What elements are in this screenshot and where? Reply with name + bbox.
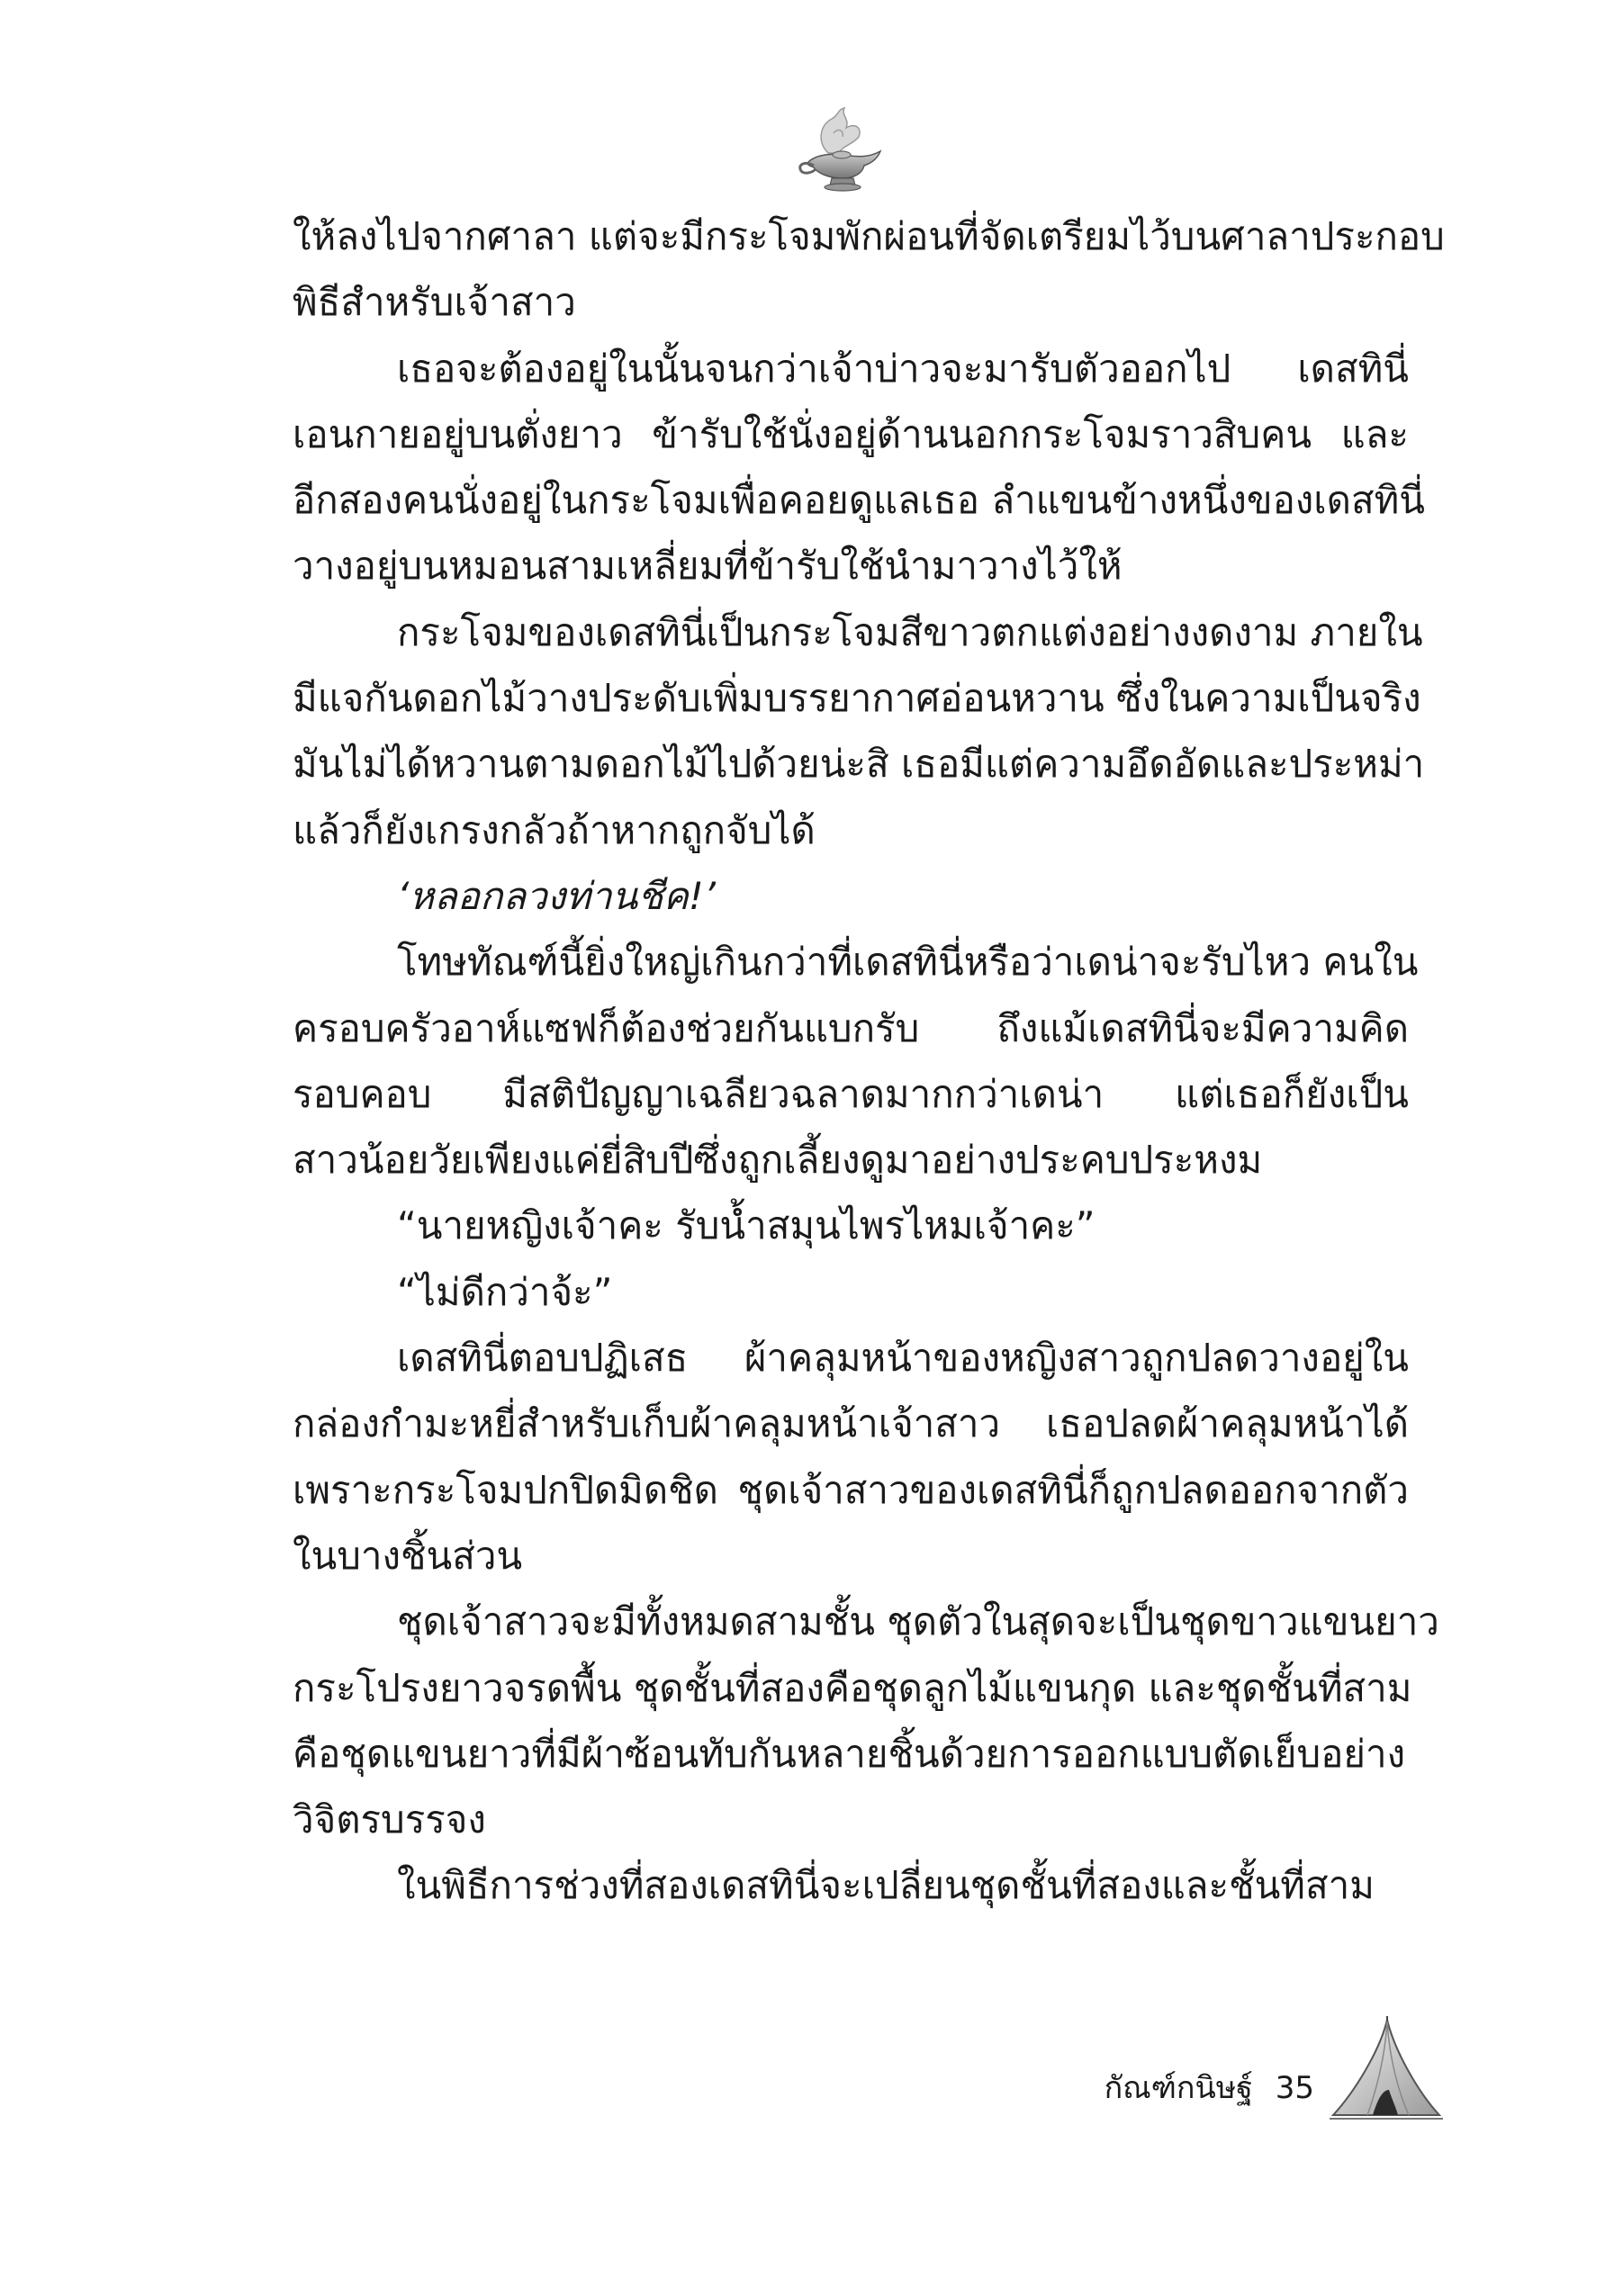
- text-line: แล้วก็ยังเกรงกลัวถ้าหากถูกจับได้: [293, 807, 816, 852]
- text-line: มันไม่ได้หวานตามดอกไม้ไปด้วยน่ะสิ เธอมีแต่ความอึดอัดและประหม่า: [293, 742, 1425, 787]
- text-line: มีแจกันดอกไม้วางประดับเพิ่มบรรยากาศอ่อนหวาน ซึ่งในความเป็นจริง: [293, 676, 1421, 721]
- text-line: ครอบครัวอาห์แซฟก็ต้องช่วยกันแบกรับ ถึงแม้เดสทินี่จะมีความคิด: [293, 1005, 1409, 1050]
- text-line: ‘หลอกลวงท่านชีค!’: [397, 873, 717, 918]
- text-line: วิจิตรบรรจง: [293, 1797, 486, 1842]
- text-line: รอบคอบ มีสติปัญญาเฉลียวฉลาดมากกว่าเดน่า แต่เธอก็ยังเป็น: [293, 1071, 1409, 1116]
- body-text: [293, 203, 1445, 1919]
- text-line: โทษทัณฑ์นี้ยิ่งใหญ่เกินกว่าที่เดสทินี่หรือว่าเดน่าจะรับไหว คนใน: [397, 940, 1419, 985]
- page-footer: [1071, 2068, 1314, 2108]
- text-line: เดสทินี่ตอบปฏิเสธ ผ้าคลุมหน้าของหญิงสาวถูกปลดวางอยู่ใน: [397, 1336, 1409, 1381]
- text-line: คือชุดแขนยาวที่มีผ้าซ้อนทับกันหลายชิ้นด้วยการออกแบบตัดเย็บอย่าง: [293, 1731, 1406, 1776]
- text-line: “ไม่ดีกว่าจ้ะ”: [397, 1269, 613, 1314]
- text-line: ชุดเจ้าสาวจะมีทั้งหมดสามชั้น ชุดตัวในสุดจะเป็นชุดขาวแขนยาว: [397, 1599, 1439, 1644]
- text-line: ในพิธีการช่วงที่สองเดสทินี่จะเปลี่ยนชุดชั้นที่สองและชั้นที่สาม: [397, 1863, 1375, 1908]
- text-line: สาวน้อยวัยเพียงแค่ยี่สิบปีซึ่งถูกเลี้ยงดูมาอย่างประคบประหงม: [293, 1138, 1263, 1183]
- text-line: พิธีสำหรับเจ้าสาว: [293, 280, 576, 325]
- text-line: กระโจมของเดสทินี่เป็นกระโจมสีขาวตกแต่งอย่างงดงาม ภายใน: [397, 609, 1423, 654]
- text-line: วางอยู่บนหมอนสามเหลี่ยมที่ข้ารับใช้นำมาวางไว้ให้: [293, 544, 1123, 589]
- text-line: เพราะกระโจมปกปิดมิดชิด ชุดเจ้าสาวของเดสทินี่ก็ถูกปลดออกจากตัว: [293, 1467, 1409, 1512]
- text-line: ให้ลงไปจากศาลา แต่จะมีกระโจมพักผ่อนที่จัดเตรียมไว้บนศาลาประกอบ: [293, 214, 1445, 258]
- text-line: อีกสองคนนั่งอยู่ในกระโจมเพื่อคอยดูแลเธอ ลำแขนข้างหนึ่งของเดสทินี่: [293, 478, 1425, 523]
- text-line: ในบางชิ้นส่วน: [293, 1533, 523, 1578]
- tent-icon: [1328, 2014, 1445, 2127]
- text-line: “นายหญิงเจ้าคะ รับน้ำสมุนไพรไหมเจ้าคะ”: [397, 1203, 1096, 1248]
- text-line: เอนกายอยู่บนตั่งยาว ข้ารับใช้นั่งอยู่ด้านนอกกระโจมราวสิบคน และ: [293, 411, 1409, 456]
- text-line: กล่องกำมะหยี่สำหรับเก็บผ้าคลุมหน้าเจ้าสาว เธอปลดผ้าคลุมหน้าได้: [293, 1401, 1409, 1446]
- page-number: 35: [1275, 2070, 1314, 2106]
- text-line: เธอจะต้องอยู่ในนั้นจนกว่าเจ้าบ่าวจะมารับตัวออกไป เดสทินี่: [397, 346, 1409, 391]
- text-line: กระโปรงยาวจรดพื้น ชุดชั้นที่สองคือชุดลูกไม้แขนกุด และชุดชั้นที่สาม: [293, 1665, 1412, 1710]
- running-title: กัณฑ์กนิษฐ์: [1104, 2070, 1253, 2106]
- genie-lamp-icon: [792, 106, 891, 196]
